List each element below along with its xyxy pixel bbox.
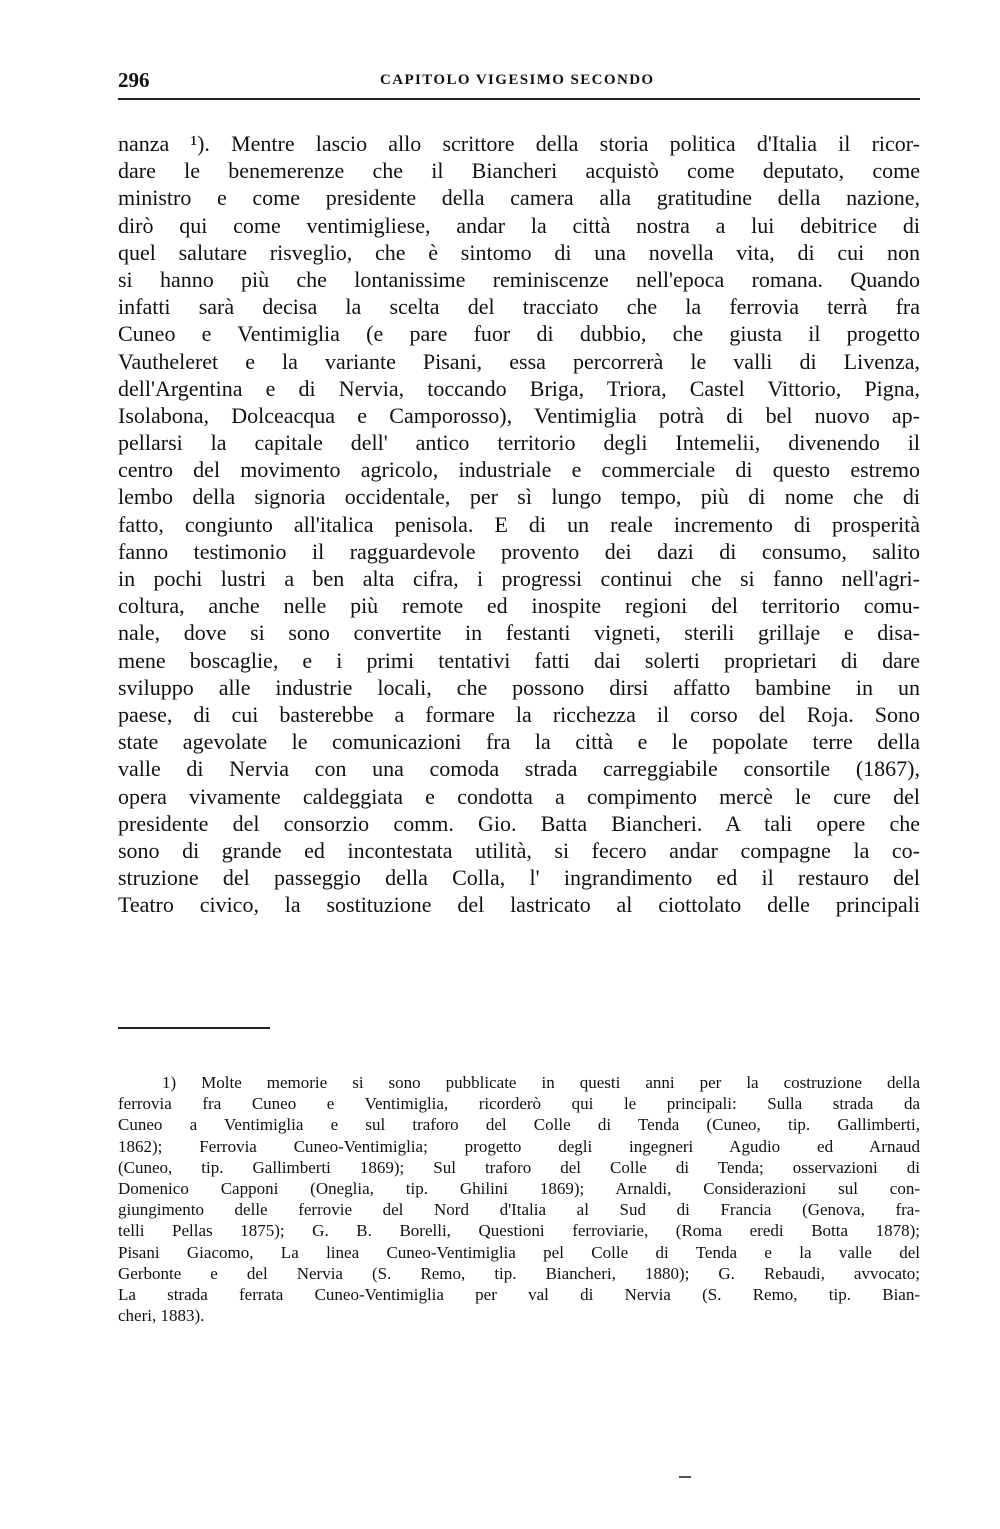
footnote-line: Pisani Giacomo, La linea Cuneo-Ventimiglia pel Colle di Tenda e la valle del: [118, 1242, 920, 1262]
body-line: si hanno più che lontanissime reminiscenze nell'epoca romana. Quando: [118, 266, 920, 292]
chapter-title: CAPITOLO VIGESIMO SECONDO: [380, 72, 655, 88]
body-line: struzione del passeggio della Colla, l' ingrandimento ed il restauro del: [118, 865, 920, 891]
body-line: state agevolate le comunicazioni fra la città e le popolate terre della: [118, 729, 920, 755]
body-line: centro del movimento agricolo, industriale e commerciale di questo estremo: [118, 457, 920, 483]
body-line: Vautheleret e la variante Pisani, essa percorrerà le valli di Livenza,: [118, 348, 920, 374]
body-line: Teatro civico, la sostituzione del lastricato al ciottolato delle principali: [118, 892, 920, 918]
body-line: fatto, congiunto all'italica penisola. E di un reale incremento di prosperità: [118, 511, 920, 537]
body-line: Isolabona, Dolceacqua e Camporosso), Ventimiglia potrà di bel nuovo ap-: [118, 402, 920, 428]
body-line: presidente del consorzio comm. Gio. Batta Biancheri. A tali opere che: [118, 810, 920, 836]
body-line: mene boscaglie, e i primi tentativi fatti dai solerti proprietari di dare: [118, 647, 920, 673]
body-line: infatti sarà decisa la scelta del tracciato che la ferrovia terrà fra: [118, 294, 920, 320]
body-line: nale, dove si sono convertite in festanti vigneti, sterili grillaje e disa-: [118, 620, 920, 646]
body-line: dell'Argentina e di Nervia, toccando Briga, Triora, Castel Vittorio, Pigna,: [118, 375, 920, 401]
body-line: quel salutare risveglio, che è sintomo di una novella vita, di cui non: [118, 239, 920, 265]
body-line: pellarsi la capitale dell' antico territorio degli Intemelii, divenendo il: [118, 430, 920, 456]
footnote-rule: [118, 1027, 270, 1029]
footnote-line: Cuneo a Ventimiglia e sul traforo del Colle di Tenda (Cuneo, tip. Gallimberti,: [118, 1115, 920, 1135]
body-line: dirò qui come ventimigliese, andar la città nostra a lui debitrice di: [118, 212, 920, 238]
running-head: [118, 68, 920, 92]
body-line: lembo della signoria occidentale, per sì lungo tempo, più di nome che di: [118, 484, 920, 510]
print-mark: [679, 1476, 691, 1478]
body-line: ministro e come presidente della camera alla gratitudine della nazione,: [118, 185, 920, 211]
body-line: in pochi lustri a ben alta cifra, i progressi continui che si fanno nell'agri-: [118, 566, 920, 591]
footnote: [118, 1072, 920, 1326]
body-line: dare le benemerenze che il Biancheri acquistò come deputato, come: [118, 158, 920, 184]
footnote-line: 1) Molte memorie si sono pubblicate in questi anni per la costruzione della: [162, 1073, 920, 1092]
body-line: fanno testimonio il ragguardevole provento dei dazi di consumo, salito: [118, 538, 920, 564]
body-line: nanza ¹). Mentre lascio allo scrittore della storia politica d'Italia il ricor-: [118, 131, 920, 156]
body-line: opera vivamente caldeggiata e condotta a compimento mercè le cure del: [118, 783, 920, 809]
footnote-line: 1862); Ferrovia Cuneo-Ventimiglia; progetto degli ingegneri Agudio ed Arnaud: [118, 1136, 920, 1156]
header-rule: [118, 98, 920, 100]
body-line: coltura, anche nelle più remote ed inospite regioni del territorio comu-: [118, 593, 920, 619]
footnote-line: (Cuneo, tip. Gallimberti 1869); Sul traforo del Colle di Tenda; osservazioni di: [118, 1157, 920, 1177]
footnote-line: cheri, 1883).: [118, 1306, 205, 1326]
body-line: paese, di cui basterebbe a formare la ricchezza il corso del Roja. Sono: [118, 701, 920, 727]
footnote-line: Gerbonte e del Nervia (S. Remo, tip. Biancheri, 1880); G. Rebaudi, avvocato;: [118, 1263, 920, 1283]
body-line: Cuneo e Ventimiglia (e pare fuor di dubbio, che giusta il progetto: [118, 321, 920, 347]
body-line: sviluppo alle industrie locali, che possono dirsi affatto bambine in un: [118, 674, 920, 700]
footnote-line: Domenico Capponi (Oneglia, tip. Ghilini 1869); Arnaldi, Considerazioni sul con-: [118, 1178, 920, 1198]
page-number: 296: [118, 68, 150, 92]
body-line: sono di grande ed incontestata utilità, si fecero andar compagne la co-: [118, 837, 920, 863]
footnote-line: La strada ferrata Cuneo-Ventimiglia per val di Nervia (S. Remo, tip. Bian-: [118, 1284, 920, 1304]
body-line: valle di Nervia con una comoda strada carreggiabile consortile (1867),: [118, 756, 920, 782]
footnote-line: ferrovia fra Cuneo e Ventimiglia, ricorderò qui le principali: Sulla strada da: [118, 1094, 920, 1114]
body-text: [118, 130, 920, 918]
footnote-line: giungimento delle ferrovie del Nord d'Italia al Sud di Francia (Genova, fra-: [118, 1200, 920, 1220]
footnote-line: telli Pellas 1875); G. B. Borelli, Questioni ferroviarie, (Roma eredi Botta 1878);: [118, 1221, 920, 1241]
